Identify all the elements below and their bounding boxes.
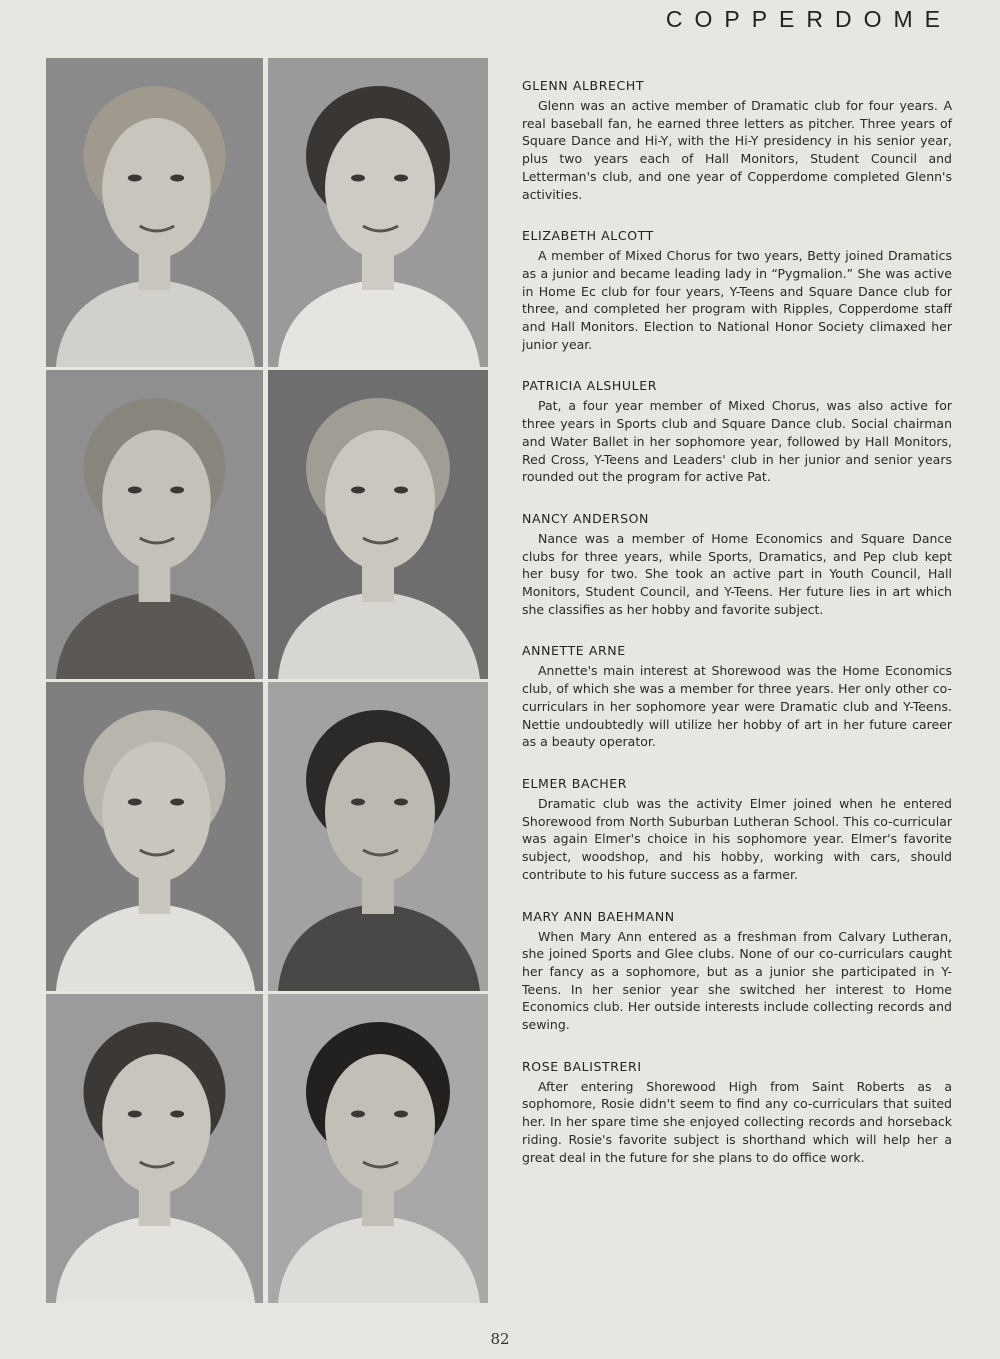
portrait-photo bbox=[46, 370, 263, 679]
student-name: ELMER BACHER bbox=[522, 775, 628, 791]
student-name: MARY ANN BAEHMANN bbox=[522, 908, 675, 924]
portrait-photo bbox=[268, 682, 488, 991]
portrait-right-eye bbox=[170, 175, 184, 182]
student-biography: Nance was a member of Home Economics and Square Dance clubs for three years, while Sports, Dramatics, and Pep club kept her busy for two. She took an active part in Youth Council, Hall Monitors, Student Council, and Y-Teens. Her future lies in art which she classifies as her hobby and favorite subject. bbox=[522, 530, 952, 617]
portrait-right-eye bbox=[170, 799, 184, 806]
portrait-face bbox=[325, 1054, 435, 1194]
student-name: ANNETTE ARNE bbox=[522, 643, 626, 659]
portrait-face bbox=[102, 1054, 211, 1194]
portrait-left-eye bbox=[351, 487, 365, 494]
student-biography: Dramatic club was the activity Elmer joined when he entered Shorewood from North Suburban Lutheran School. This co-curricular was again Elmer's choice in his sophomore year. Elmer's favorite subject, woodshop, and his hobby, working with cars, should contribute to his future success as a farmer. bbox=[522, 795, 952, 882]
portrait-face bbox=[325, 430, 435, 570]
portrait-rose-balistreri bbox=[268, 994, 488, 1303]
biography-entry bbox=[522, 643, 952, 751]
portrait-face bbox=[102, 118, 211, 258]
student-name: NANCY ANDERSON bbox=[522, 510, 650, 526]
portrait-photo bbox=[46, 994, 263, 1303]
page-header-title: COPPERDOME bbox=[665, 6, 952, 32]
portrait-left-eye bbox=[351, 799, 365, 806]
portrait-left-eye bbox=[351, 175, 365, 182]
portrait-left-eye bbox=[128, 799, 142, 806]
biography-entry bbox=[522, 909, 952, 1034]
portrait-grid bbox=[46, 58, 489, 1304]
page-number: 82 bbox=[490, 1330, 510, 1348]
student-name: ELIZABETH ALCOTT bbox=[522, 228, 654, 244]
portrait-right-eye bbox=[170, 1111, 184, 1118]
portrait-face bbox=[102, 430, 211, 570]
portrait-elmer-bacher bbox=[268, 682, 488, 991]
portrait-face bbox=[102, 742, 211, 882]
portrait-photo bbox=[268, 58, 488, 367]
portrait-left-eye bbox=[128, 1111, 142, 1118]
biography-entry bbox=[522, 228, 952, 353]
student-biography: When Mary Ann entered as a freshman from Calvary Lutheran, she joined Sports and Glee clubs. None of our co-curriculars caught her fancy as a sophomore, but as a junior she participated in Y-Teens. In her senior year she switched her interest to Home Economics club. Her outside interests include collecting records and sewing. bbox=[522, 928, 952, 1033]
portrait-right-eye bbox=[170, 487, 184, 494]
student-name: ROSE BALISTRERI bbox=[522, 1058, 642, 1074]
portrait-photo bbox=[268, 994, 488, 1303]
portrait-photo bbox=[268, 370, 488, 679]
portrait-mary-ann-baehmann bbox=[46, 994, 263, 1303]
biography-entry bbox=[522, 1059, 952, 1167]
portrait-left-eye bbox=[351, 1111, 365, 1118]
portrait-right-eye bbox=[394, 799, 408, 806]
portrait-right-eye bbox=[394, 175, 408, 182]
biography-column bbox=[522, 78, 952, 1191]
portrait-photo bbox=[46, 682, 263, 991]
student-biography: Pat, a four year member of Mixed Chorus, was also active for three years in Sports club and Square Dance club. Social chairman and Water Ballet in her sophomore year, followed by Hall Monitors, Red Cross, Y-Teens and Leaders' club in her junior and senior years rounded out the program for active Pat. bbox=[522, 398, 952, 485]
portrait-right-eye bbox=[394, 487, 408, 494]
portrait-face bbox=[325, 118, 435, 258]
student-name: PATRICIA ALSHULER bbox=[522, 378, 658, 394]
portrait-annette-arne bbox=[46, 682, 263, 991]
portrait-right-eye bbox=[394, 1111, 408, 1118]
portrait-photo bbox=[46, 58, 263, 367]
portrait-patricia-alshuler bbox=[46, 370, 263, 679]
portrait-left-eye bbox=[128, 487, 142, 494]
student-biography: Annette's main interest at Shorewood was the Home Economics club, of which she was a member for three years. Her only other co-curriculars in her sophomore year were Dramatic club and Y-Teens. Nettie undoubtedly will utilize her hobby of art in her future career as a beauty operator. bbox=[522, 663, 952, 750]
portrait-nancy-anderson bbox=[268, 370, 488, 679]
biography-entry bbox=[522, 511, 952, 619]
biography-entry bbox=[522, 78, 952, 203]
portrait-face bbox=[325, 742, 435, 882]
portrait-glenn-albrecht bbox=[46, 58, 263, 367]
student-name: GLENN ALBRECHT bbox=[522, 78, 645, 93]
student-biography: After entering Shorewood High from Saint Roberts as a sophomore, Rosie didn't seem to find any co-curriculars that suited her. In her spare time she enjoyed collecting records and horseback riding. Rosie's favorite subject is shorthand which will help her a great deal in the future for she plans to do office work. bbox=[522, 1078, 952, 1165]
student-biography: A member of Mixed Chorus for two years, Betty joined Dramatics as a junior and became leading lady in “Pygmalion.” She was active in Home Ec club for four years, Y-Teens and Square Dance club for three, and completed her program with Ripples, Copperdome staff and Hall Monitors. Election to National Honor Society climaxed her junior year. bbox=[522, 248, 952, 352]
portrait-left-eye bbox=[128, 175, 142, 182]
biography-entry bbox=[522, 378, 952, 486]
student-biography: Glenn was an active member of Dramatic club for four years. A real baseball fan, he earned three letters as pitcher. Three years of Square Dance and Hi-Y, with the Hi-Y presidency in his senior year, plus two years each of Hall Monitors, Student Council and Letterman's club, and one year of Copperdome completed Glenn's activities. bbox=[522, 98, 952, 202]
biography-entry bbox=[522, 776, 952, 884]
portrait-elizabeth-alcott bbox=[268, 58, 488, 367]
